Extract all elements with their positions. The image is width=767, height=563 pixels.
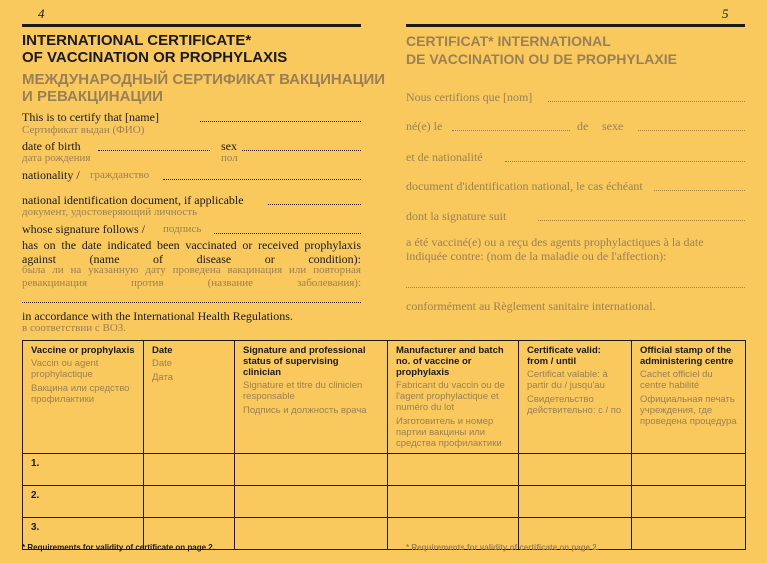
col-header-fr: Date — [152, 358, 173, 369]
page-number-left: 4 — [38, 6, 45, 21]
fr-certify-label: Nous certifions que [nom] — [406, 90, 533, 104]
national-id-field[interactable] — [268, 204, 361, 205]
national-id-label: national identification document, if applicable — [22, 193, 244, 207]
disease-field[interactable] — [22, 302, 361, 303]
row-number[interactable]: 1. — [23, 454, 144, 486]
title-ru-line2: И РЕВАКЦИНАЦИИ — [22, 88, 163, 105]
fr-disease-field[interactable] — [406, 287, 745, 288]
vaccinated-ru: была ли на указанную дату проведена вакцинация или повторная ревакцинация против (название заболевания): — [22, 264, 361, 289]
table-cell[interactable] — [144, 454, 235, 486]
certify-label: This is to certify that [name] — [22, 110, 159, 124]
table-cell[interactable] — [388, 454, 519, 486]
accordance-text: in accordance with the International Health Regulations. — [22, 309, 293, 323]
col-header-fr: Signature et titre du clinicien responsable — [243, 380, 363, 402]
dob-label: date of birth — [22, 139, 81, 153]
col-header-en: Date — [152, 345, 173, 356]
signature-ru: подпись — [163, 223, 202, 235]
title-ru-line1: МЕЖДУНАРОДНЫЙ СЕРТИФИКАТ ВАКЦИНАЦИИ — [22, 71, 386, 88]
col-header-ru: Дата — [152, 372, 174, 383]
title-en — [22, 32, 287, 66]
fr-born-label: né(e) le — [406, 119, 443, 133]
header-rule-right — [406, 24, 745, 27]
col-header-fr: Vaccin ou agent prophylactique — [31, 358, 99, 380]
title-fr-line2: DE VACCINATION OU DE PROPHYLAXIE — [406, 51, 677, 67]
table-row — [23, 486, 746, 518]
vaccination-table — [22, 340, 746, 550]
certify-ru: Сертификат выдан (ФИО) — [22, 124, 145, 136]
fr-nationality-label: et de nationalité — [406, 150, 483, 164]
fr-signature-label: dont la signature suit — [406, 209, 507, 223]
fr-vaccinated-text: a été vacciné(e) ou a reçu des agents prophylactiques à la date indiquée contre: (nom de la maladie ou de l'affection): — [406, 235, 704, 263]
table-header-row — [23, 341, 746, 454]
signature-label: whose signature follows / — [22, 222, 145, 236]
col-header-ru: Свидетельство действительно: с / по — [527, 394, 622, 416]
title-fr-line1: CERTIFICAT* INTERNATIONAL — [406, 33, 611, 49]
col-header-fr: Cachet officiel du centre habilité — [640, 369, 713, 391]
fr-sexe-label: sexe — [602, 119, 624, 133]
sex-label: sex — [221, 139, 237, 153]
title-fr — [406, 32, 677, 68]
table-cell[interactable] — [632, 454, 746, 486]
table-cell[interactable] — [632, 518, 746, 550]
header-rule-left — [22, 24, 361, 27]
col-vaccine — [23, 341, 144, 454]
col-header-en: Manufacturer and batch no. of vaccine or prophylaxis — [396, 345, 504, 378]
fr-id-label: document d'identification national, le cas échéant — [406, 179, 643, 193]
fr-id-field[interactable] — [654, 190, 745, 191]
fr-name-field[interactable] — [548, 101, 745, 102]
title-en-line2: OF VACCINATION OR PROPHYLAXIS — [22, 49, 288, 66]
footnote-right: * Requirements for validity of certificate on page 2. — [406, 543, 599, 552]
col-header-en: Signature and professional status of supervising clinician — [243, 345, 366, 378]
col-validity — [519, 341, 632, 454]
page-number-right: 5 — [722, 6, 729, 21]
table-cell[interactable] — [235, 486, 388, 518]
col-header-ru: Изготовитель и номер партии вакцины или средства профилактики — [396, 416, 502, 449]
col-manufacturer — [388, 341, 519, 454]
vaccinated-text: has on the date indicated been vaccinated or received prophylaxis against (name of disease or condition): — [22, 238, 361, 266]
dob-ru: дата рождения — [22, 152, 91, 164]
nationality-field[interactable] — [163, 179, 361, 180]
table-cell[interactable] — [632, 486, 746, 518]
col-header-en: Official stamp of the administering centre — [640, 345, 734, 367]
nationality-ru: гражданство — [90, 169, 150, 181]
col-header-fr: Certificat valable: à partir du / jusqu'au — [527, 369, 608, 391]
col-signature — [235, 341, 388, 454]
row-number[interactable]: 3. — [23, 518, 144, 550]
table-cell[interactable] — [388, 486, 519, 518]
footnote-left: * Requirements for validity of certificate on page 2. — [22, 543, 215, 552]
col-stamp — [632, 341, 746, 454]
col-header-en: Vaccine or prophylaxis — [31, 345, 135, 356]
table-cell[interactable] — [235, 454, 388, 486]
fr-nationality-field[interactable] — [505, 161, 745, 162]
sex-field[interactable] — [242, 150, 361, 151]
fr-de-label: de — [577, 119, 589, 133]
fr-dob-field[interactable] — [452, 130, 570, 131]
fr-conformity-text: conformément au Règlement sanitaire international. — [406, 299, 656, 313]
table-cell[interactable] — [144, 486, 235, 518]
title-ru — [22, 71, 385, 105]
fr-signature-field[interactable] — [538, 220, 745, 221]
table-row — [23, 454, 746, 486]
table-cell[interactable] — [519, 454, 632, 486]
name-field[interactable] — [200, 121, 361, 122]
nationality-label: nationality / — [22, 168, 80, 182]
row-number[interactable]: 2. — [23, 486, 144, 518]
table-cell[interactable] — [519, 486, 632, 518]
dob-field[interactable] — [98, 150, 210, 151]
col-header-fr: Fabricant du vaccin ou de l'agent prophylactique et numéro du lot — [396, 380, 505, 413]
title-en-line1: INTERNATIONAL CERTIFICATE* — [22, 32, 252, 49]
col-header-ru: Подпись и должность врача — [243, 405, 367, 416]
col-date — [144, 341, 235, 454]
col-header-ru: Официальная печать учреждения, где проведена процедура — [640, 394, 737, 427]
fr-sex-field[interactable] — [638, 130, 745, 131]
accordance-ru: в соответствии с ВОЗ. — [22, 322, 127, 334]
col-header-ru: Вакцина или средство профилактики — [31, 383, 130, 405]
sex-ru: пол — [221, 152, 238, 164]
table-cell[interactable] — [235, 518, 388, 550]
col-header-en: Certificate valid: from / until — [527, 345, 601, 367]
signature-field[interactable] — [214, 233, 361, 234]
national-id-ru: документ, удостоверяющий личность — [22, 206, 198, 218]
